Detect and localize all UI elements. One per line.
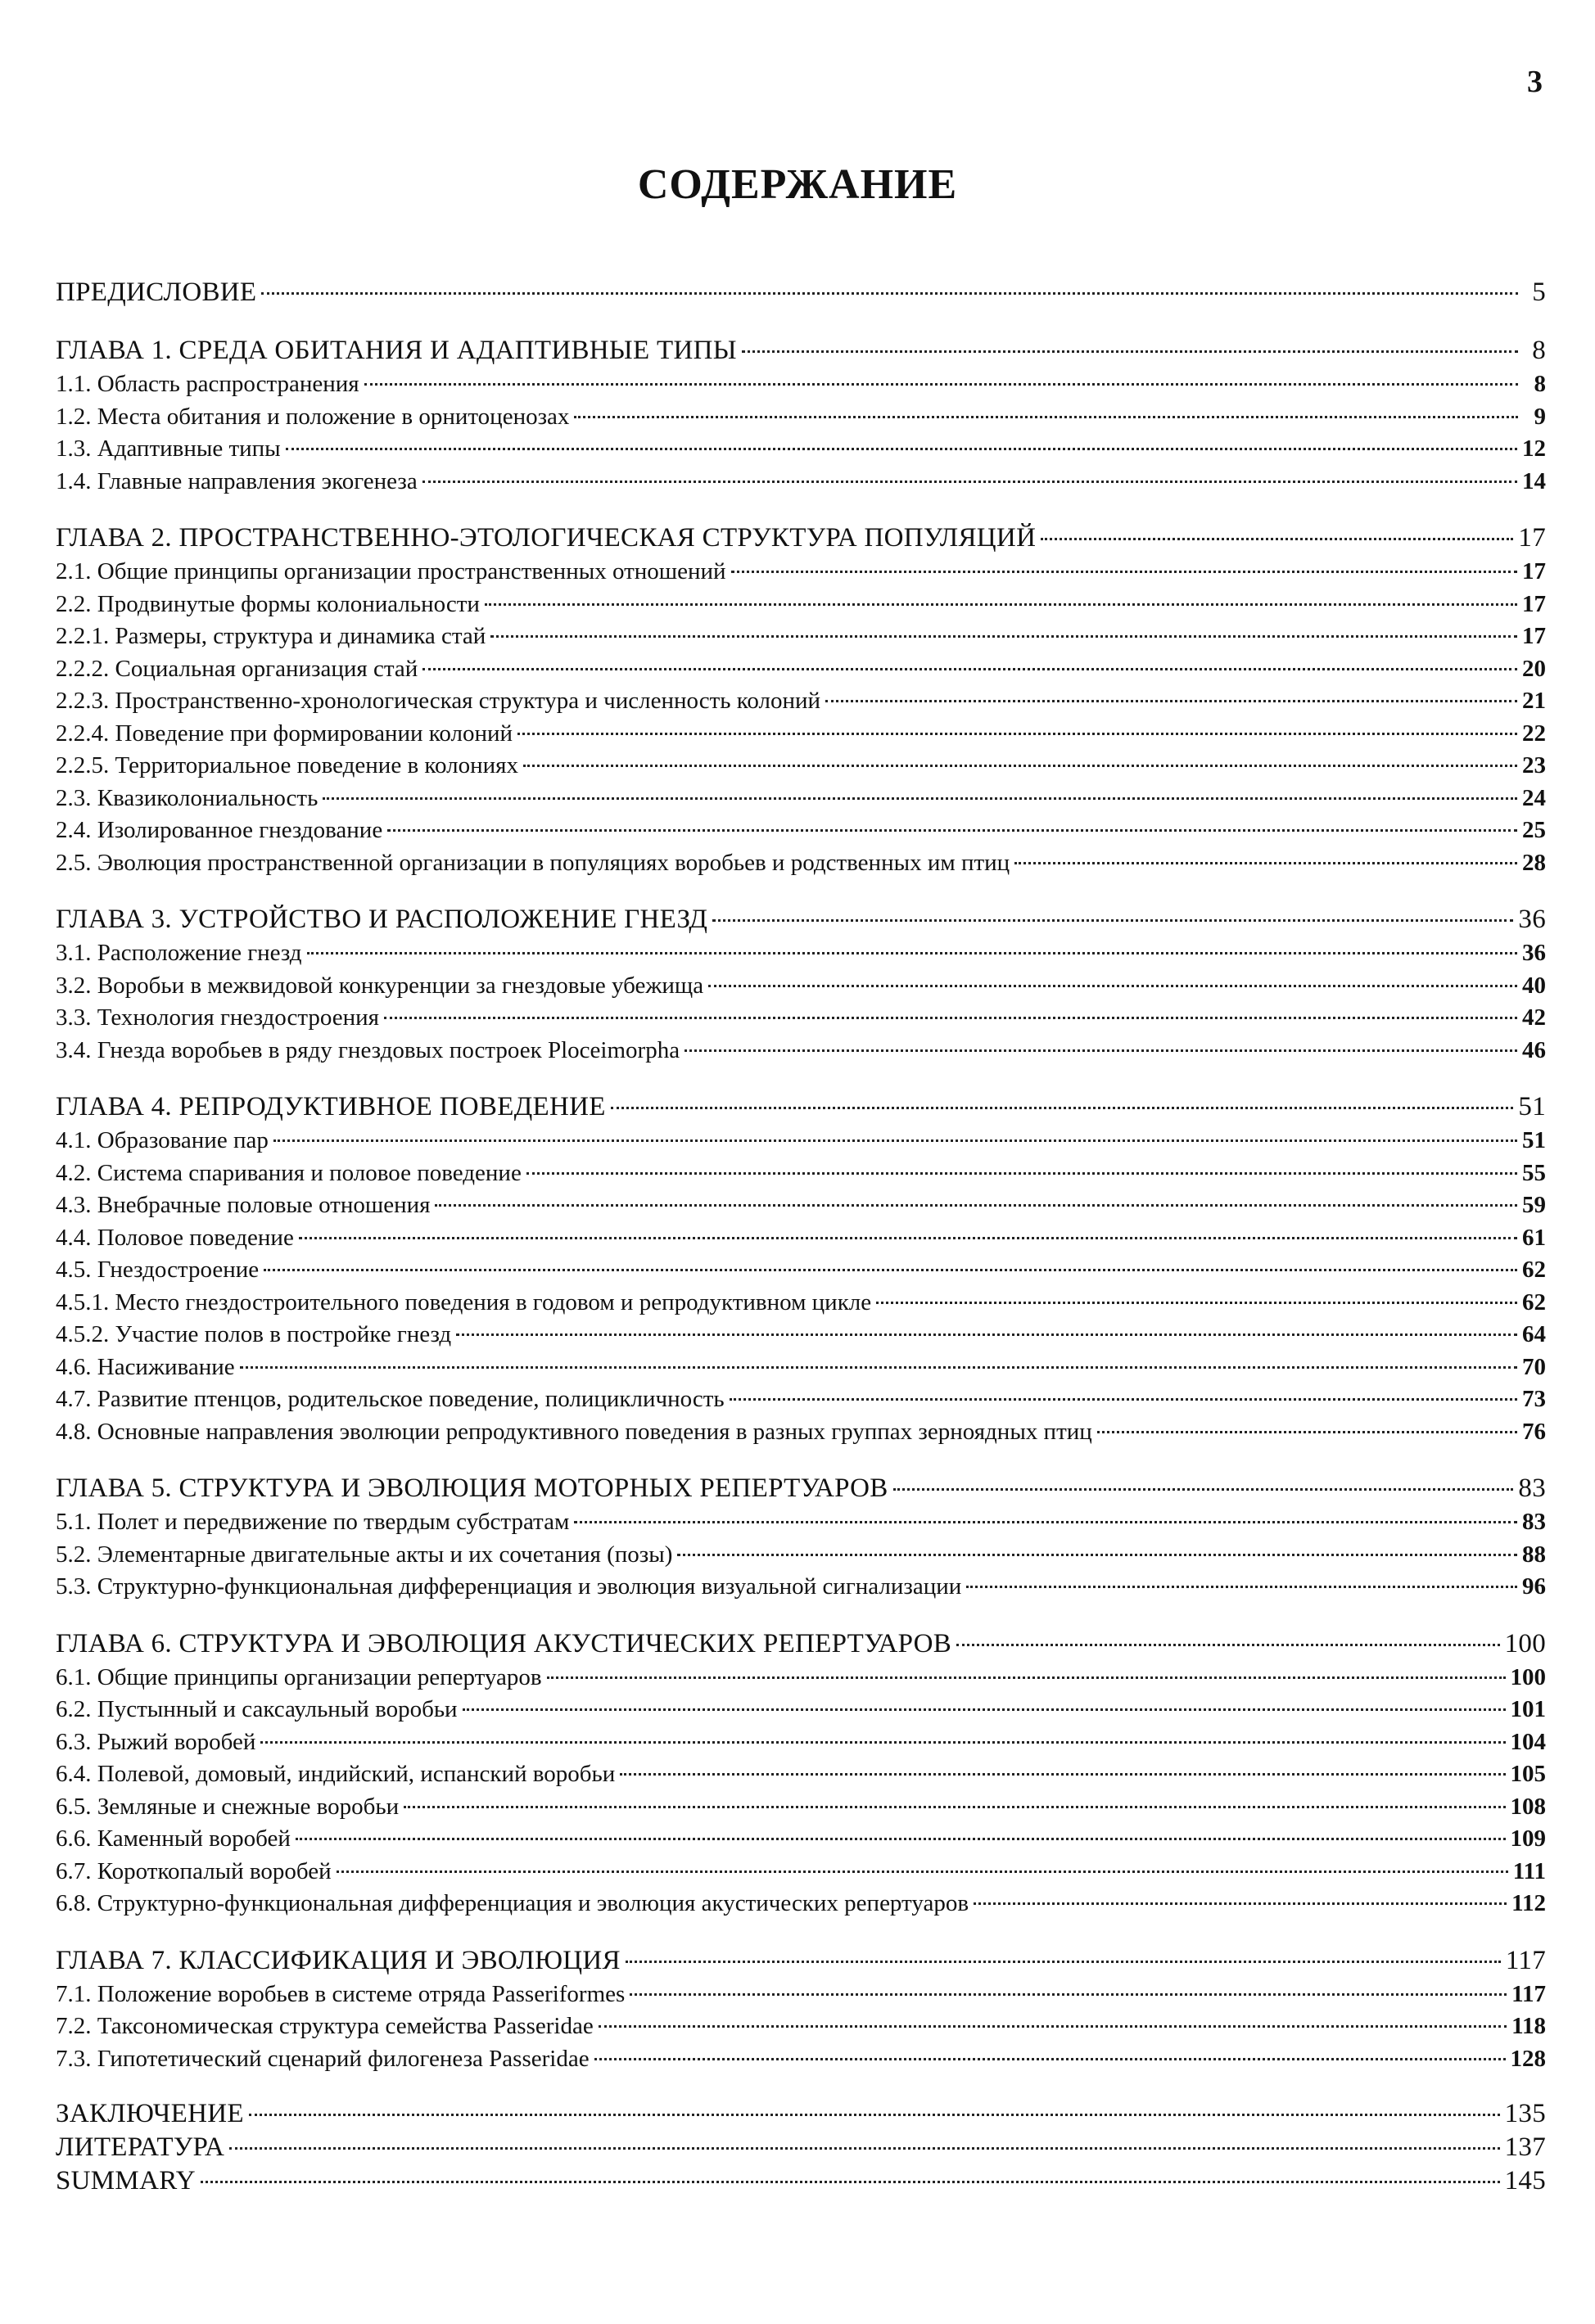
toc-entry[interactable] xyxy=(56,1539,1546,1572)
dot-leader xyxy=(1097,1430,1517,1433)
toc-entry-page: 17 xyxy=(1522,590,1546,617)
toc-entry-label: 7.3. Гипотетический сценарий филогенеза Passeridae xyxy=(56,2045,590,2072)
dot-leader xyxy=(264,1268,1517,1271)
toc-chapter-heading[interactable] xyxy=(56,332,1546,368)
dot-leader xyxy=(387,828,1517,832)
dot-leader xyxy=(677,1553,1517,1556)
toc-entry-conclusion[interactable] xyxy=(56,2097,1546,2131)
toc-entry[interactable] xyxy=(56,2010,1546,2043)
toc-chapter-3 xyxy=(56,901,1546,1067)
dot-leader xyxy=(825,699,1517,702)
toc-chapter-6 xyxy=(56,1626,1546,1920)
toc-entry-page: 145 xyxy=(1504,2166,1546,2195)
toc-entry-label: 4.1. Образование пар xyxy=(56,1127,269,1153)
toc-entry-page: 83 xyxy=(1518,1473,1546,1503)
toc-entry-page: 17 xyxy=(1518,523,1546,553)
dot-leader xyxy=(240,1365,1517,1369)
toc-entry-label: 1.3. Адаптивные типы xyxy=(56,435,281,462)
dot-leader xyxy=(404,1805,1505,1808)
toc-chapter-4 xyxy=(56,1089,1546,1448)
toc-entry[interactable] xyxy=(56,1856,1546,1889)
toc-entry-label: 4.8. Основные направления эволюции репродуктивного поведения в разных группах зерноядных птиц xyxy=(56,1418,1092,1445)
toc-entry-label: ГЛАВА 6. СТРУКТУРА И ЭВОЛЮЦИЯ АКУСТИЧЕСКИХ РЕПЕРТУАРОВ xyxy=(56,1628,952,1658)
toc-entry-page: 8 xyxy=(1532,336,1546,365)
toc-entry-page: 9 xyxy=(1534,403,1546,430)
toc-entry-label: 2.3. Квазиколониальность xyxy=(56,784,319,811)
toc-entry[interactable] xyxy=(56,1791,1546,1824)
dot-leader xyxy=(893,1487,1514,1491)
toc-entry-label: 2.2.1. Размеры, структура и динамика стай xyxy=(56,623,486,649)
dot-leader xyxy=(422,480,1517,483)
toc-chapter-5 xyxy=(56,1470,1546,1604)
toc-entry-page: 100 xyxy=(1504,1628,1546,1658)
toc-entry-label: 2.1. Общие принципы организации пространственных отношений xyxy=(56,558,726,584)
page-number: 3 xyxy=(1527,65,1543,99)
toc-entry-page: 25 xyxy=(1522,817,1546,843)
toc-entry-page: 14 xyxy=(1522,467,1546,494)
toc-entry-literature[interactable] xyxy=(56,2131,1546,2164)
dot-leader xyxy=(490,634,1517,638)
toc-entry-label: ЛИТЕРАТУРА xyxy=(56,2132,225,2162)
toc-entry-label: 4.5.1. Место гнездостроительного поведения в годовом и репродуктивном цикле xyxy=(56,1288,872,1315)
dot-leader xyxy=(731,570,1517,573)
toc-entry-page: 46 xyxy=(1522,1036,1546,1063)
dot-leader xyxy=(323,796,1517,800)
toc-entry-label: 6.2. Пустынный и саксаульный воробьи xyxy=(56,1696,458,1722)
toc-entry[interactable] xyxy=(56,2043,1546,2076)
toc-entry-page: 62 xyxy=(1522,1257,1546,1283)
toc-entry-page: 104 xyxy=(1510,1728,1546,1755)
toc-entry-label: 6.8. Структурно-функциональная дифференциация и эволюция акустических репертуаров xyxy=(56,1890,969,1916)
dot-leader xyxy=(249,2113,1500,2116)
toc-entry-label: 6.7. Короткопалый воробей xyxy=(56,1857,332,1884)
toc-entry-label: 5.2. Элементарные двигательные акты и их сочетания (позы) xyxy=(56,1541,673,1568)
toc-entry-label: 6.3. Рыжий воробей xyxy=(56,1728,256,1755)
dot-leader xyxy=(286,447,1517,450)
toc-entry-page: 64 xyxy=(1522,1321,1546,1347)
toc-entry[interactable] xyxy=(56,970,1546,1003)
toc-entry-label: ГЛАВА 7. КЛАССИФИКАЦИЯ И ЭВОЛЮЦИЯ xyxy=(56,1945,621,1975)
toc-entry-page: 137 xyxy=(1504,2132,1546,2162)
toc-entry-page: 88 xyxy=(1522,1541,1546,1568)
toc-entry-page: 17 xyxy=(1522,623,1546,649)
toc-entry[interactable] xyxy=(56,1694,1546,1726)
dot-leader xyxy=(260,1740,1505,1744)
dot-leader xyxy=(337,1870,1508,1873)
toc-entry-page: 36 xyxy=(1522,940,1546,966)
toc-entry[interactable] xyxy=(56,1035,1546,1067)
toc-entry-page: 40 xyxy=(1522,972,1546,999)
toc-entry-label: 7.2. Таксономическая структура семейства Passeridae xyxy=(56,2013,594,2039)
toc-entry-label: 3.1. Расположение гнезд xyxy=(56,940,302,966)
toc-entry-page: 62 xyxy=(1522,1288,1546,1315)
toc-entry-page: 117 xyxy=(1505,1945,1546,1975)
toc-entry-label: 6.6. Каменный воробей xyxy=(56,1825,291,1852)
toc-entry-label: 4.7. Развитие птенцов, родительское поведение, полицикличность xyxy=(56,1386,725,1412)
toc-entry[interactable] xyxy=(56,1662,1546,1694)
dot-leader xyxy=(299,1236,1517,1239)
toc-entry-label: ГЛАВА 2. ПРОСТРАНСТВЕННО-ЭТОЛОГИЧЕСКАЯ СТРУКТУРА ПОПУЛЯЦИЙ xyxy=(56,523,1037,553)
toc-entry-label: ГЛАВА 3. УСТРОЙСТВО И РАСПОЛОЖЕНИЕ ГНЕЗД xyxy=(56,905,708,934)
toc-entry-page: 61 xyxy=(1522,1224,1546,1251)
toc-entry-page: 24 xyxy=(1522,784,1546,811)
toc-entry[interactable] xyxy=(56,1222,1546,1255)
dot-leader xyxy=(594,2057,1506,2060)
dot-leader xyxy=(685,1049,1517,1052)
toc-entry[interactable] xyxy=(56,620,1546,653)
dot-leader xyxy=(574,415,1518,418)
toc-entry[interactable] xyxy=(56,1189,1546,1222)
toc-chapter-7 xyxy=(56,1943,1546,2076)
dot-leader xyxy=(422,667,1517,670)
dot-leader xyxy=(1041,537,1513,540)
toc-entry-page: 135 xyxy=(1504,2099,1546,2128)
toc-entry[interactable] xyxy=(56,1125,1546,1157)
dot-leader xyxy=(261,291,1518,295)
toc-entry-label: ГЛАВА 1. СРЕДА ОБИТАНИЯ И АДАПТИВНЫЕ ТИПЫ xyxy=(56,336,737,365)
toc-entry[interactable] xyxy=(56,433,1546,466)
toc-entry-label: 3.2. Воробьи в межвидовой конкуренции за гнездовые убежища xyxy=(56,972,704,999)
toc-entry-page: 111 xyxy=(1512,1857,1546,1884)
toc-entry-page: 105 xyxy=(1510,1761,1546,1787)
toc-entry[interactable] xyxy=(56,847,1546,880)
toc-entry[interactable] xyxy=(56,1383,1546,1416)
toc-entry-label: SUMMARY xyxy=(56,2166,196,2195)
toc-entry[interactable] xyxy=(56,653,1546,686)
dot-leader xyxy=(1014,861,1517,864)
toc-entry-page: 117 xyxy=(1511,1980,1546,2007)
dot-leader xyxy=(296,1837,1506,1840)
dot-leader xyxy=(456,1333,1517,1336)
toc-entry-label: ЗАКЛЮЧЕНИЕ xyxy=(56,2099,244,2128)
toc-entry[interactable] xyxy=(56,1888,1546,1920)
toc-entry-label: 4.3. Внебрачные половые отношения xyxy=(56,1192,431,1218)
toc-entry-page: 100 xyxy=(1510,1663,1546,1690)
toc-entry-label: 5.3. Структурно-функциональная дифференциация и эволюция визуальной сигнализации xyxy=(56,1573,962,1600)
toc-entry[interactable] xyxy=(56,556,1546,589)
toc-entry[interactable] xyxy=(56,718,1546,751)
toc-entry[interactable] xyxy=(56,783,1546,815)
toc-entry[interactable] xyxy=(56,589,1546,621)
toc-entry-page: 109 xyxy=(1510,1825,1546,1852)
toc-chapter-1 xyxy=(56,332,1546,498)
toc-entry-label: ГЛАВА 5. СТРУКТУРА И ЭВОЛЮЦИЯ МОТОРНЫХ РЕПЕРТУАРОВ xyxy=(56,1473,888,1503)
toc-entry[interactable] xyxy=(56,1352,1546,1384)
toc-entry-label: 4.4. Половое поведение xyxy=(56,1224,294,1251)
toc-entry-label: 6.1. Общие принципы организации репертуаров xyxy=(56,1663,542,1690)
dot-leader xyxy=(384,1016,1517,1019)
dot-leader xyxy=(956,1643,1499,1646)
toc-entry-label: 5.1. Полет и передвижение по твердым субстратам xyxy=(56,1509,570,1535)
toc-entry-page: 21 xyxy=(1522,688,1546,714)
toc-entry-page: 17 xyxy=(1522,558,1546,584)
toc-entry-page: 59 xyxy=(1522,1192,1546,1218)
toc-entry[interactable] xyxy=(56,466,1546,499)
dot-leader xyxy=(307,951,1517,954)
dot-leader xyxy=(523,764,1517,767)
dot-leader xyxy=(620,1772,1505,1776)
dot-leader xyxy=(526,1171,1517,1175)
toc-entry-page: 118 xyxy=(1511,2013,1546,2039)
dot-leader xyxy=(630,1992,1507,1996)
toc-entry-page: 108 xyxy=(1510,1793,1546,1820)
toc-entry-label: 2.2.4. Поведение при формировании колоний xyxy=(56,720,513,747)
toc-entry-summary[interactable] xyxy=(56,2164,1546,2198)
toc-entry-page: 128 xyxy=(1510,2045,1546,2072)
toc-entry[interactable] xyxy=(56,1758,1546,1791)
toc-entry[interactable] xyxy=(56,368,1546,401)
toc-entry-label: 3.4. Гнезда воробьев в ряду гнездовых построек Ploceimorpha xyxy=(56,1036,680,1063)
dot-leader xyxy=(876,1301,1517,1304)
toc-entry-label: 4.2. Система спаривания и половое поведение xyxy=(56,1159,522,1186)
toc-entry-page: 55 xyxy=(1522,1159,1546,1186)
toc-chapter-2 xyxy=(56,520,1546,879)
dot-leader xyxy=(364,382,1518,386)
dot-leader xyxy=(966,1585,1517,1588)
toc-entry-page: 51 xyxy=(1522,1127,1546,1153)
dot-leader xyxy=(273,1139,1517,1142)
toc-entry-page: 20 xyxy=(1522,655,1546,682)
toc-entry[interactable] xyxy=(56,1319,1546,1352)
toc-entry-label: 2.5. Эволюция пространственной организации в популяциях воробьев и родственных им птиц xyxy=(56,849,1010,876)
toc-entry[interactable] xyxy=(56,750,1546,783)
dot-leader xyxy=(547,1676,1506,1679)
toc-entry-page: 96 xyxy=(1522,1573,1546,1600)
toc-entry-label: 1.4. Главные направления экогенеза xyxy=(56,467,418,494)
toc-entry-page: 101 xyxy=(1510,1696,1546,1722)
toc-chapter-heading[interactable] xyxy=(56,520,1546,556)
toc-entry-page: 8 xyxy=(1534,371,1546,397)
toc-entry[interactable] xyxy=(56,1823,1546,1856)
dot-leader xyxy=(485,602,1517,606)
toc-entry-label: 1.1. Область распространения xyxy=(56,371,359,397)
toc-entry[interactable] xyxy=(56,815,1546,847)
toc-entry-label: 7.1. Положение воробьев в системе отряда Passeriformes xyxy=(56,1980,626,2007)
toc-entry-page: 28 xyxy=(1522,849,1546,876)
dot-leader xyxy=(201,2180,1500,2183)
dot-leader xyxy=(708,984,1517,987)
toc-entry-page: 73 xyxy=(1522,1386,1546,1412)
toc-entry-page: 51 xyxy=(1518,1092,1546,1121)
toc-entry-preface[interactable] xyxy=(56,274,1546,310)
toc-entry-label: 6.5. Земляные и снежные воробьи xyxy=(56,1793,400,1820)
toc-title: СОДЕРЖАНИЕ xyxy=(637,161,958,208)
toc-entry[interactable] xyxy=(56,1571,1546,1604)
toc-entry-label: ПРЕДИСЛОВИЕ xyxy=(56,278,257,307)
toc-chapter-heading[interactable] xyxy=(56,1626,1546,1662)
toc-entry[interactable] xyxy=(56,1416,1546,1449)
dot-leader xyxy=(730,1397,1517,1401)
toc-entry-label: 4.5.2. Участие полов в постройке гнезд xyxy=(56,1321,452,1347)
dot-leader xyxy=(463,1708,1506,1711)
toc-end-matter xyxy=(56,2097,1546,2198)
toc-entry-label: 2.2.5. Территориальное поведение в колониях xyxy=(56,752,518,778)
toc-entry[interactable] xyxy=(56,1254,1546,1287)
toc-entry-label: 2.2.3. Пространственно-хронологическая структура и численность колоний xyxy=(56,688,821,714)
toc-entry-page: 70 xyxy=(1522,1353,1546,1380)
toc-entry-label: 2.2. Продвинутые формы колониальности xyxy=(56,590,480,617)
toc-entry-label: 2.4. Изолированное гнездование xyxy=(56,817,383,843)
toc-entry-page: 36 xyxy=(1518,905,1546,934)
dot-leader xyxy=(574,1520,1517,1523)
toc-entry-page: 112 xyxy=(1511,1890,1546,1916)
dot-leader xyxy=(974,1902,1507,1905)
dot-leader xyxy=(611,1106,1514,1109)
toc-entry[interactable] xyxy=(56,1726,1546,1759)
toc-entry-page: 22 xyxy=(1522,720,1546,747)
toc-entry-label: 4.6. Насиживание xyxy=(56,1353,235,1380)
toc-section-preface xyxy=(56,274,1546,310)
toc-entry-label: 4.5. Гнездостроение xyxy=(56,1257,260,1283)
toc-chapter-heading[interactable] xyxy=(56,901,1546,937)
toc-entry-label: 3.3. Технология гнездостроения xyxy=(56,1004,380,1031)
toc-entry-page: 42 xyxy=(1522,1004,1546,1031)
dot-leader xyxy=(229,2146,1500,2150)
toc-entry-label: 6.4. Полевой, домовый, индийский, испанский воробьи xyxy=(56,1761,616,1787)
toc-entry-label: ГЛАВА 4. РЕПРОДУКТИВНОЕ ПОВЕДЕНИЕ xyxy=(56,1092,606,1121)
toc-entry-page: 83 xyxy=(1522,1509,1546,1535)
toc-entry[interactable] xyxy=(56,1979,1546,2011)
toc-entry-label: 2.2.2. Социальная организация стай xyxy=(56,655,418,682)
toc-entry-label: 1.2. Места обитания и положение в орнитоценозах xyxy=(56,403,570,430)
toc-entry[interactable] xyxy=(56,401,1546,434)
toc-entry[interactable] xyxy=(56,937,1546,970)
dot-leader xyxy=(712,918,1513,922)
toc-chapter-heading[interactable] xyxy=(56,1089,1546,1125)
toc-entry-page: 23 xyxy=(1522,752,1546,778)
dot-leader xyxy=(742,350,1518,353)
toc-entry-page: 12 xyxy=(1522,435,1546,462)
dot-leader xyxy=(435,1203,1517,1207)
toc-entry[interactable] xyxy=(56,1287,1546,1320)
toc-entry-page: 5 xyxy=(1532,278,1546,307)
toc-entry[interactable] xyxy=(56,1506,1546,1539)
dot-leader xyxy=(599,2024,1507,2028)
dot-leader xyxy=(517,732,1517,735)
toc-chapter-heading[interactable] xyxy=(56,1470,1546,1506)
toc-entry[interactable] xyxy=(56,1002,1546,1035)
toc-entry[interactable] xyxy=(56,685,1546,718)
toc-entry[interactable] xyxy=(56,1157,1546,1190)
dot-leader xyxy=(626,1960,1501,1963)
table-of-contents xyxy=(56,274,1546,2220)
toc-entry-page: 76 xyxy=(1522,1418,1546,1445)
toc-chapter-heading[interactable] xyxy=(56,1943,1546,1979)
